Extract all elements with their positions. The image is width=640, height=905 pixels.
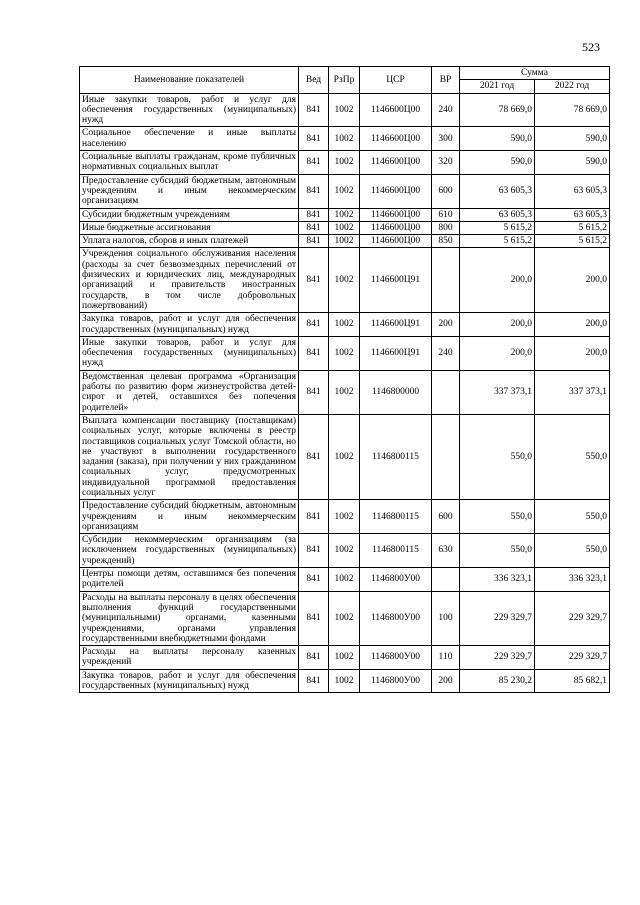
cell-rzpr: 1002 [329, 151, 360, 175]
header-ved: Вед [299, 67, 329, 94]
cell-sum-2021: 63 605,3 [460, 174, 535, 208]
cell-vr: 600 [432, 500, 460, 534]
table-row [80, 221, 610, 234]
cell-rzpr: 1002 [329, 248, 360, 313]
cell-sum-2021: 63 605,3 [460, 208, 535, 221]
cell-name: Учреждения социального обслуживания населения (расходы за счет безвозмездных перечислений от физических и юридических лиц, международных организаций и правительств иностранных государств, в том числе добровольных пожертвований) [80, 248, 299, 313]
cell-csr: 1146800115 [360, 534, 432, 568]
cell-rzpr: 1002 [329, 221, 360, 234]
cell-ved: 841 [299, 93, 329, 127]
cell-csr: 1146600Ц00 [360, 93, 432, 127]
cell-rzpr: 1002 [329, 235, 360, 248]
cell-name: Предоставление субсидий бюджетным, автономным учреждениям и иным некоммерческим организациям [80, 174, 299, 208]
cell-sum-2022: 229 329,7 [535, 646, 610, 670]
cell-ved: 841 [299, 500, 329, 534]
cell-sum-2021: 590,0 [460, 127, 535, 151]
cell-sum-2021: 85 230,2 [460, 669, 535, 693]
table-row [80, 414, 610, 499]
cell-sum-2022: 63 605,3 [535, 174, 610, 208]
header-vr: ВР [432, 67, 460, 94]
cell-ved: 841 [299, 591, 329, 645]
cell-sum-2022: 85 682,1 [535, 669, 610, 693]
header-name: Наименование показателей [80, 67, 299, 94]
cell-csr: 1146800115 [360, 500, 432, 534]
cell-ved: 841 [299, 235, 329, 248]
cell-sum-2022: 590,0 [535, 127, 610, 151]
header-year-2021: 2021 год [460, 80, 535, 93]
cell-name: Ведомственная целевая программа «Организация работы по развитию форм жизнеустройства детей-сирот и детей, оставшихся без попечения родителей» [80, 370, 299, 414]
cell-vr: 630 [432, 534, 460, 568]
cell-ved: 841 [299, 248, 329, 313]
header-rzpr: РзПр [329, 67, 360, 94]
cell-csr: 1146600Ц00 [360, 208, 432, 221]
cell-csr: 1146800У00 [360, 568, 432, 592]
cell-sum-2022: 5 615,2 [535, 235, 610, 248]
header-sum: Сумма [460, 67, 610, 80]
cell-vr: 200 [432, 669, 460, 693]
table-body [80, 93, 610, 693]
cell-rzpr: 1002 [329, 500, 360, 534]
cell-csr: 1146800У00 [360, 591, 432, 645]
cell-vr [432, 370, 460, 414]
cell-sum-2021: 229 329,7 [460, 646, 535, 670]
table-header [80, 67, 610, 94]
cell-sum-2021: 5 615,2 [460, 235, 535, 248]
cell-vr: 200 [432, 313, 460, 337]
cell-sum-2021: 5 615,2 [460, 221, 535, 234]
cell-sum-2022: 200,0 [535, 248, 610, 313]
table-row [80, 235, 610, 248]
cell-name: Иные закупки товаров, работ и услуг для обеспечения государственных (муниципальных) нужд [80, 93, 299, 127]
table-row [80, 568, 610, 592]
cell-csr: 1146600Ц00 [360, 174, 432, 208]
cell-sum-2022: 78 669,0 [535, 93, 610, 127]
cell-ved: 841 [299, 221, 329, 234]
cell-vr: 240 [432, 336, 460, 370]
cell-ved: 841 [299, 370, 329, 414]
cell-vr: 300 [432, 127, 460, 151]
cell-rzpr: 1002 [329, 534, 360, 568]
header-year-2022: 2022 год [535, 80, 610, 93]
cell-sum-2022: 5 615,2 [535, 221, 610, 234]
cell-sum-2022: 200,0 [535, 313, 610, 337]
cell-ved: 841 [299, 568, 329, 592]
cell-rzpr: 1002 [329, 313, 360, 337]
cell-name: Расходы на выплаты персоналу в целях обеспечения выполнения функций государственными (муниципальными) органами, казенными учреждениями, органами управления государственными внебюджетными фондами [80, 591, 299, 645]
cell-rzpr: 1002 [329, 646, 360, 670]
cell-sum-2022: 550,0 [535, 534, 610, 568]
cell-csr: 1146800У00 [360, 646, 432, 670]
cell-vr [432, 568, 460, 592]
cell-name: Социальное обеспечение и иные выплаты населению [80, 127, 299, 151]
cell-sum-2021: 229 329,7 [460, 591, 535, 645]
cell-sum-2022: 63 605,3 [535, 208, 610, 221]
cell-rzpr: 1002 [329, 174, 360, 208]
cell-vr: 240 [432, 93, 460, 127]
cell-vr [432, 414, 460, 499]
header-csr: ЦСР [360, 67, 432, 94]
cell-rzpr: 1002 [329, 370, 360, 414]
cell-vr [432, 248, 460, 313]
cell-vr: 320 [432, 151, 460, 175]
cell-sum-2022: 200,0 [535, 336, 610, 370]
cell-rzpr: 1002 [329, 336, 360, 370]
cell-sum-2021: 78 669,0 [460, 93, 535, 127]
cell-vr: 800 [432, 221, 460, 234]
cell-rzpr: 1002 [329, 669, 360, 693]
table-row [80, 336, 610, 370]
cell-name: Выплата компенсации поставщику (поставщикам) социальных услуг, которые включены в реестр поставщиков социальных услуг Томской области, но не участвуют в выполнении государственного задания (заказа), при получении у них гражданином социальных услуг, предусмотренных индивидуальной программой предоставления социальных услуг [80, 414, 299, 499]
cell-sum-2022: 550,0 [535, 500, 610, 534]
cell-ved: 841 [299, 646, 329, 670]
table-row [80, 646, 610, 670]
table-row [80, 208, 610, 221]
cell-vr: 850 [432, 235, 460, 248]
cell-ved: 841 [299, 414, 329, 499]
cell-csr: 1146600Ц91 [360, 248, 432, 313]
budget-table [79, 66, 610, 693]
cell-vr: 100 [432, 591, 460, 645]
cell-sum-2021: 200,0 [460, 248, 535, 313]
table-row [80, 591, 610, 645]
cell-rzpr: 1002 [329, 414, 360, 499]
cell-name: Иные бюджетные ассигнования [80, 221, 299, 234]
cell-csr: 1146600Ц00 [360, 221, 432, 234]
cell-sum-2021: 200,0 [460, 336, 535, 370]
cell-name: Центры помощи детям, оставшимся без попечения родителей [80, 568, 299, 592]
table-row [80, 313, 610, 337]
cell-rzpr: 1002 [329, 591, 360, 645]
cell-ved: 841 [299, 174, 329, 208]
cell-vr: 110 [432, 646, 460, 670]
cell-csr: 1146800У00 [360, 669, 432, 693]
cell-name: Предоставление субсидий бюджетным, автономным учреждениям и иным некоммерческим организациям [80, 500, 299, 534]
cell-vr: 610 [432, 208, 460, 221]
cell-rzpr: 1002 [329, 127, 360, 151]
table-row [80, 127, 610, 151]
cell-name: Уплата налогов, сборов и иных платежей [80, 235, 299, 248]
cell-sum-2022: 550,0 [535, 414, 610, 499]
cell-sum-2022: 229 329,7 [535, 591, 610, 645]
cell-sum-2022: 337 373,1 [535, 370, 610, 414]
table-row [80, 500, 610, 534]
cell-ved: 841 [299, 313, 329, 337]
cell-csr: 1146600Ц00 [360, 235, 432, 248]
cell-name: Закупка товаров, работ и услуг для обеспечения государственных (муниципальных) нужд [80, 313, 299, 337]
cell-name: Субсидии бюджетным учреждениям [80, 208, 299, 221]
cell-rzpr: 1002 [329, 568, 360, 592]
page-number: 523 [582, 40, 600, 54]
cell-sum-2021: 200,0 [460, 313, 535, 337]
cell-rzpr: 1002 [329, 93, 360, 127]
cell-name: Закупка товаров, работ и услуг для обеспечения государственных (муниципальных) нужд [80, 669, 299, 693]
cell-ved: 841 [299, 127, 329, 151]
cell-sum-2021: 337 373,1 [460, 370, 535, 414]
table-row [80, 174, 610, 208]
cell-ved: 841 [299, 669, 329, 693]
cell-csr: 1146600Ц00 [360, 127, 432, 151]
cell-sum-2021: 550,0 [460, 500, 535, 534]
cell-ved: 841 [299, 336, 329, 370]
cell-rzpr: 1002 [329, 208, 360, 221]
cell-sum-2021: 550,0 [460, 534, 535, 568]
table-row [80, 534, 610, 568]
table-row [80, 93, 610, 127]
table-row [80, 248, 610, 313]
cell-name: Субсидии некоммерческим организациям (за исключением государственных (муниципальных) учреждений) [80, 534, 299, 568]
cell-ved: 841 [299, 208, 329, 221]
table-row [80, 370, 610, 414]
cell-ved: 841 [299, 151, 329, 175]
table-row [80, 669, 610, 693]
cell-csr: 1146600Ц91 [360, 313, 432, 337]
cell-csr: 1146600Ц00 [360, 151, 432, 175]
cell-vr: 600 [432, 174, 460, 208]
table-row [80, 151, 610, 175]
cell-name: Иные закупки товаров, работ и услуг для обеспечения государственных (муниципальных) нужд [80, 336, 299, 370]
cell-csr: 1146600Ц91 [360, 336, 432, 370]
cell-sum-2022: 336 323,1 [535, 568, 610, 592]
cell-ved: 841 [299, 534, 329, 568]
cell-csr: 1146800000 [360, 370, 432, 414]
cell-sum-2021: 550,0 [460, 414, 535, 499]
cell-name: Социальные выплаты гражданам, кроме публичных нормативных социальных выплат [80, 151, 299, 175]
cell-name: Расходы на выплаты персоналу казенных учреждений [80, 646, 299, 670]
cell-sum-2022: 590,0 [535, 151, 610, 175]
cell-sum-2021: 590,0 [460, 151, 535, 175]
cell-sum-2021: 336 323,1 [460, 568, 535, 592]
cell-csr: 1146800115 [360, 414, 432, 499]
